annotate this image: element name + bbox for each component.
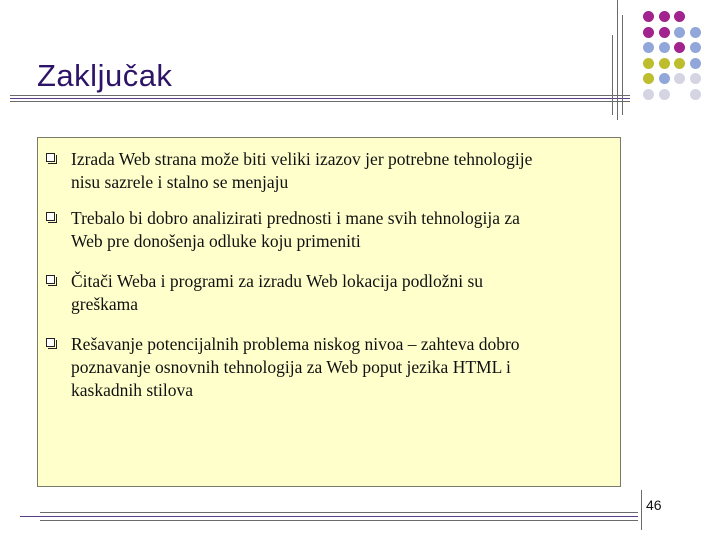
bullet-line: nisu sazrele i stalno se menjaju <box>71 172 289 192</box>
decorative-dot <box>690 58 701 69</box>
bullet-line: Web pre donošenja odluke koju primeniti <box>71 231 361 251</box>
decorative-dot <box>643 89 654 100</box>
bullet-line: Rešavanje potencijalnih problema niskog nivoa – zahteva dobro <box>71 334 520 354</box>
checkbox-bullet-icon <box>46 338 55 347</box>
bullet-line: poznavanje osnovnih tehnologija za Web poput jezika HTML i <box>71 357 511 377</box>
decorative-dot <box>659 89 670 100</box>
decorative-dot <box>643 73 654 84</box>
decorative-dot <box>690 27 701 38</box>
decorative-dot <box>643 27 654 38</box>
page-number: 46 <box>646 497 662 513</box>
bullet-text <box>71 207 610 253</box>
decorative-dot <box>674 73 685 84</box>
decorative-dot <box>674 27 685 38</box>
decorative-dot <box>674 11 685 22</box>
slide-title: Zaključak <box>37 58 173 93</box>
decorative-dot <box>674 58 685 69</box>
checkbox-bullet-icon <box>46 153 55 162</box>
bullet-text <box>71 270 610 316</box>
checkbox-bullet-icon <box>46 212 55 221</box>
decorative-dot <box>659 42 670 53</box>
divider-vertical <box>622 15 623 115</box>
decorative-dot <box>690 73 701 84</box>
bullet-line: Čitači Weba i programi za izradu Web lokacija podložni su <box>71 271 484 291</box>
bullet-text <box>71 148 610 194</box>
title-underline <box>10 101 630 102</box>
divider-vertical <box>612 35 613 115</box>
bullet-line: Trebalo bi dobro analizirati prednosti i mane svih tehnologija za <box>71 208 520 228</box>
title-underline <box>10 95 630 96</box>
decorative-dot <box>659 11 670 22</box>
title-underline-accent <box>10 98 630 99</box>
decorative-dot <box>659 27 670 38</box>
decorative-dot <box>659 58 670 69</box>
decorative-dot <box>690 42 701 53</box>
footer-divider-vertical <box>641 490 642 530</box>
footer-line <box>40 512 638 513</box>
bullet-line: greškama <box>71 294 139 314</box>
bullet-line: kaskadnih stilova <box>71 380 193 400</box>
decorative-dot <box>643 42 654 53</box>
decorative-dot <box>690 89 701 100</box>
divider-vertical <box>617 0 618 120</box>
decorative-dot <box>643 58 654 69</box>
content-box <box>37 137 621 487</box>
decorative-dot <box>674 42 685 53</box>
bullet-text <box>71 333 610 402</box>
footer-line-accent <box>20 516 638 517</box>
footer-line <box>40 520 638 521</box>
decorative-dot <box>659 73 670 84</box>
bullet-line: Izrada Web strana može biti veliki izazov jer potrebne tehnologije <box>71 149 533 169</box>
checkbox-bullet-icon <box>46 275 55 284</box>
decorative-dot <box>643 11 654 22</box>
